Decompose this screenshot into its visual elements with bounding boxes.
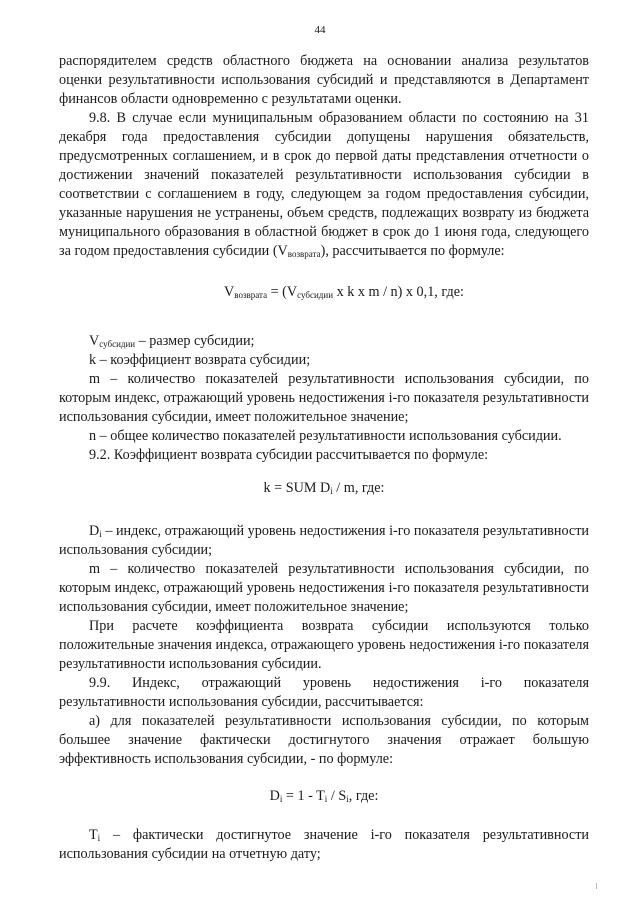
formula-coefficient: k = SUM $D_i$ / m, где: [263, 480, 385, 496]
definition-n: n – общее количество показателей результативности использования субсидии. [89, 428, 562, 444]
paragraph-9-2: 9.2. Коэффициент возврата субсидии рассчитывается по формуле: [89, 447, 489, 463]
definition-t: $T_i$ – фактически достигнутое значение i-го показателя результативности использования субсидии на отчетную дату; [59, 827, 589, 862]
paragraph-9-9: 9.9. Индекс, отражающий уровень недостижения i-го показателя результативности использования субсидии, рассчитывается: [59, 675, 589, 710]
document-body [59, 52, 589, 864]
formula-index: $D_i = 1 - T_i / S_i$, где: [269, 788, 379, 804]
scan-mark [596, 883, 597, 889]
definition-m: m – количество показателей результативности использования субсидии, по которым индекс, отражающий уровень недостижения i-го показателя результативности использования субсидии, имеет положительное значение; [59, 371, 589, 425]
formula-return-volume: $V_{возврата} = (V_{субсидии}$ x k x m / n) x 0,1, где: [224, 284, 464, 300]
definition-d: $D_i$ – индекс, отражающий уровень недостижения i-го показателя результативности использования субсидии; [59, 523, 589, 558]
paragraph-continuation: распорядителем средств областного бюджета на основании анализа результатов оценки результативности использования субсидий и представляются в Департамент финансов области одновременно с результатами оценки. [59, 53, 589, 107]
page-number: 44 [314, 24, 326, 36]
definition-v-subsidy: $V_{субсидии}$ – размер субсидии; [89, 333, 255, 349]
definition-k: k – коэффициент возврата субсидии; [89, 352, 311, 368]
definition-m-second: m – количество показателей результативности использования субсидии, по которым индекс, отражающий уровень недостижения i-го показателя результативности использования субсидии, имеет положительное значение; [59, 561, 589, 615]
paragraph-calculation-note: При расчете коэффициента возврата субсидии используются только положительные значения индекса, отражающего уровень недостижения i-го показателя результативности использования субсидии. [59, 618, 589, 672]
paragraph-9-8: 9.8. В случае если муниципальным образованием области по состоянию на 31 декабря года предоставления субсидии допущены нарушения обязательств, предусмотренных соглашением, и в срок до первой даты представления отчетности о достижении значений показателей результативности использования субсидии в соответствии с соглашением в году, следующем за годом предоставления субсидии, указанные нарушения не устранены, объем средств, подлежащих возврату из бюджета муниципального образования в областной бюджет в срок до 1 июня года, следующего за годом предоставления субсидии $(V_{возврата})$, рассчитывается по формуле: [59, 110, 589, 259]
paragraph-item-a: а) для показателей результативности использования субсидии, по которым большее значение фактически достигнутого значения отражает большую эффективность использования субсидии, - по формуле: [59, 713, 589, 767]
